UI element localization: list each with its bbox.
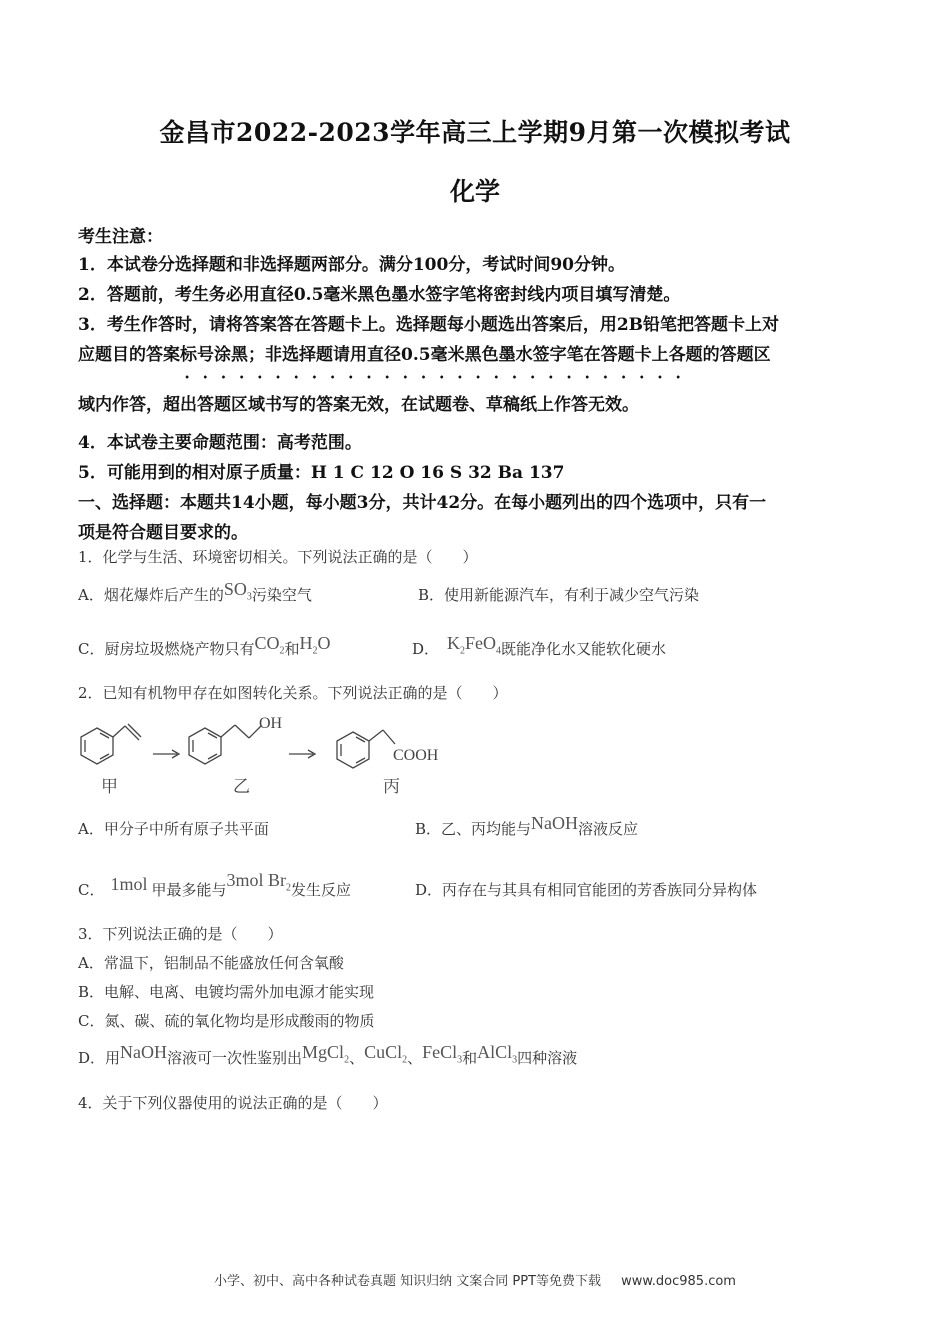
question-2-option-a: A．甲分子中所有原子共平面 (78, 820, 269, 838)
section-heading: 一、选择题：本题共14小题，每小题3分，共计42分。在每小题列出的四个选项中，只有一 (78, 493, 767, 513)
subject-title: 化学 (449, 177, 500, 206)
question-3-option-a: A．常温下，铝制品不能盛放任何含氧酸 (78, 954, 344, 972)
page-footer (0, 1270, 950, 1289)
notice-item-3-cont: 应题目的答案标号涂黑；非选择题请用直径0.5毫米黑色墨水签字笔在答题卡上各题的答题区 (78, 345, 771, 365)
question-3-option-b: B．电解、电离、电镀均需外加电源才能实现 (78, 983, 375, 1001)
reaction-scheme-diagram (75, 708, 475, 800)
question-1-option-a: A．烟花爆炸后产生的$SO_3$污染空气 (78, 579, 312, 604)
benzene-ring-jia (81, 728, 113, 764)
notice-item-5: 5．可能用到的相对原子质量：H 1 C 12 O 16 S 32 Ba 137 (78, 463, 565, 483)
question-3-stem: 3．下列说法正确的是（ ） (78, 925, 283, 943)
section-heading-cont: 项是符合题目要求的。 (78, 523, 248, 543)
question-2-option-b: B．乙、丙均能与NaOH溶液反应 (415, 813, 639, 838)
notice-heading: 考生注意： (78, 227, 163, 247)
question-1-option-c: C．厨房垃圾燃烧产物只有$CO_2$和$H_2O$ (78, 633, 331, 658)
emphasis-dots (178, 374, 688, 380)
question-1-option-d: D． $K_2FeO_4$既能净化水又能软化硬水 (412, 633, 667, 658)
carboxyl-label: COOH (393, 747, 439, 764)
hydroxyl-label: OH (259, 715, 283, 732)
question-2-stem: 2．已知有机物甲存在如图转化关系。下列说法正确的是（ ） (78, 684, 508, 702)
question-1-option-b: B．使用新能源汽车，有利于减少空气污染 (418, 586, 700, 604)
notice-item-2: 2．答题前，考生务必用直径0.5毫米黑色墨水签字笔将密封线内项目填写清楚。 (78, 285, 681, 305)
question-1-stem: 1．化学与生活、环境密切相关。下列说法正确的是（ ） (78, 548, 478, 566)
question-4-stem: 4．关于下列仪器使用的说法正确的是（ ） (78, 1094, 388, 1112)
label-jia: 甲 (101, 777, 118, 797)
footer-text: 小学、初中、高中各种试卷真题 知识归纳 文案合同 PPT等免费下载 (214, 1274, 602, 1289)
notice-item-3-cont2: 域内作答，超出答题区域书写的答案无效，在试题卷、草稿纸上作答无效。 (78, 395, 639, 415)
label-yi: 乙 (233, 777, 250, 797)
exam-title: 金昌市2022-2023学年高三上学期9月第一次模拟考试 (159, 118, 791, 147)
question-3-option-d: D．用NaOH溶液可一次性鉴别出MgCl$_2$、CuCl$_2$、FeCl$_3$和AlCl$_3$四种溶液 (78, 1042, 578, 1067)
notice-item-1: 1．本试卷分选择题和非选择题两部分。满分100分，考试时间90分钟。 (78, 255, 625, 275)
question-3-option-c: C．氮、碳、硫的氧化物均是形成酸雨的物质 (78, 1012, 375, 1030)
benzene-ring-yi (189, 728, 221, 764)
label-bing: 丙 (383, 777, 400, 797)
notice-item-4: 4．本试卷主要命题范围：高考范围。 (78, 433, 362, 453)
benzene-ring-bing (337, 732, 369, 768)
notice-item-3: 3．考生作答时，请将答案答在答题卡上。选择题每小题选出答案后，用2B铅笔把答题卡上对 (78, 315, 780, 335)
footer-site-link[interactable]: www.doc985.com (621, 1274, 736, 1289)
question-2-option-c: C． 1mol 甲最多能与3mol $Br_2$发生反应 (78, 870, 352, 899)
question-2-option-d: D．丙存在与其具有相同官能团的芳香族同分异构体 (415, 881, 758, 899)
